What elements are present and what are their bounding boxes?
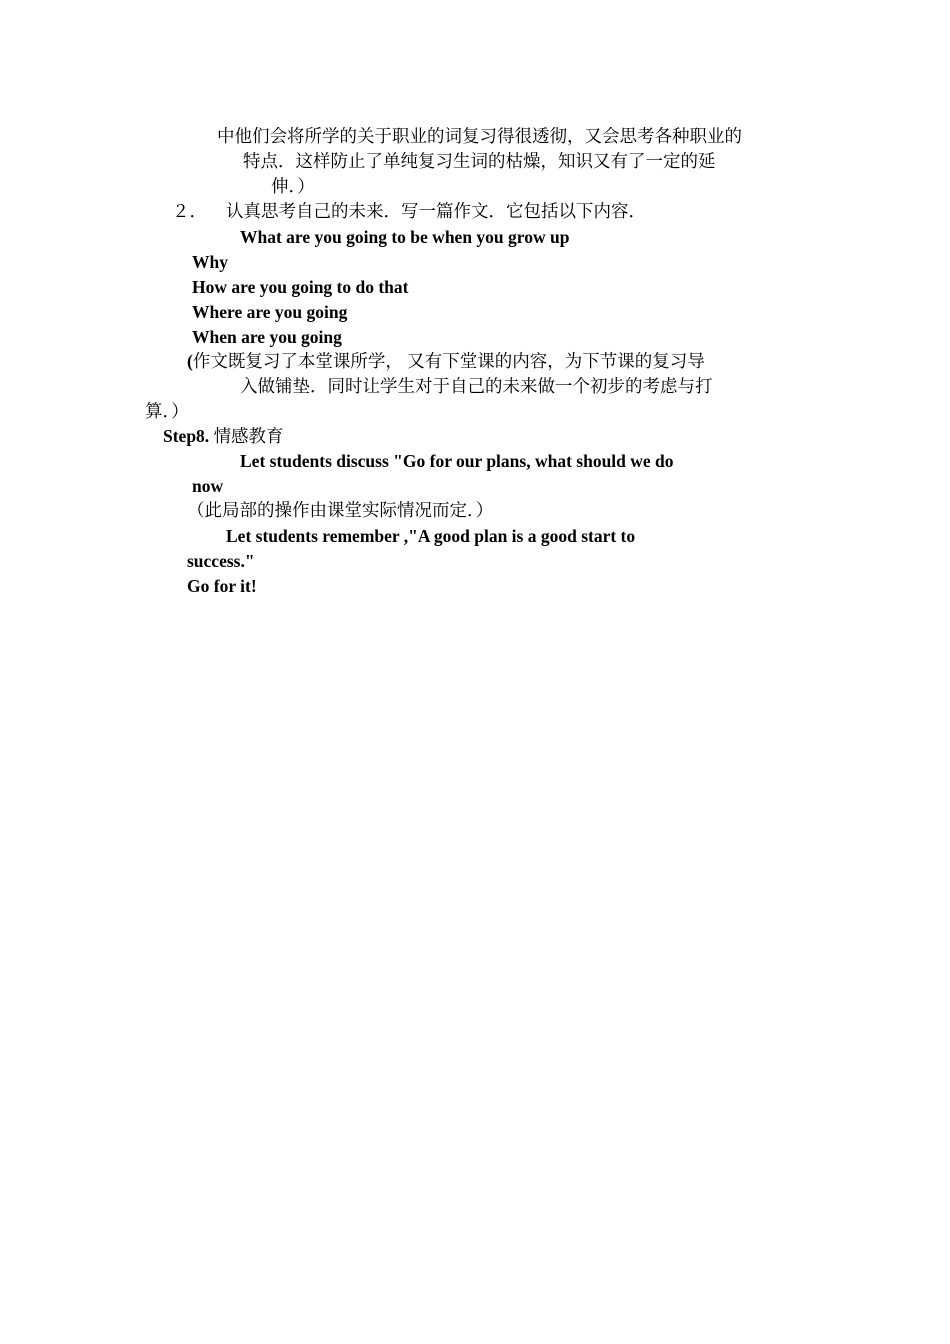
step8-title: 情感教育 [213,426,284,446]
question-2: Why [192,252,228,272]
note-continuation-line-2: 特点．这样防止了单纯复习生词的枯燥，知识又有了一定的延 [243,151,716,171]
essay-note-line-1 [187,349,705,373]
essay-note-open-paren: ( [187,351,193,371]
closing-line: Go for it! [187,576,257,596]
essay-note-line-2: 入做铺垫．同时让学生对于自己的未来做一个初步的考虑与打 [240,376,713,396]
question-4: Where are you going [192,302,348,322]
remember-line-2: success." [187,551,255,571]
question-3: How are you going to do that [192,277,409,297]
note-continuation-line-3: 伸．） [271,176,315,196]
note-continuation-line-1: 中他们会将所学的关于职业的词复习得很透彻，又会思考各种职业的 [217,126,742,146]
remember-line-1: Let students remember ,"A good plan is a good start to [226,526,636,546]
item-2-text: 认真思考自己的未来．写一篇作文．它包括以下内容． [226,201,646,221]
essay-note-line-3: 算．） [145,401,189,421]
activity-note: （此局部的操作由课堂实际情况而定．） [187,500,494,520]
discuss-line-2: now [192,476,224,496]
question-5: When are you going [192,327,342,347]
step8-label: Step8. [163,426,210,446]
discuss-line-1: Let students discuss "Go for our plans, what should we do [240,451,674,471]
question-1: What are you going to be when you grow up [240,227,570,247]
item-2-number: ２． [172,201,207,221]
step8-heading [163,424,284,448]
essay-note-text-1: 作文既复习了本堂课所学， 又有下堂课的内容，为下节课的复习导 [192,351,705,371]
